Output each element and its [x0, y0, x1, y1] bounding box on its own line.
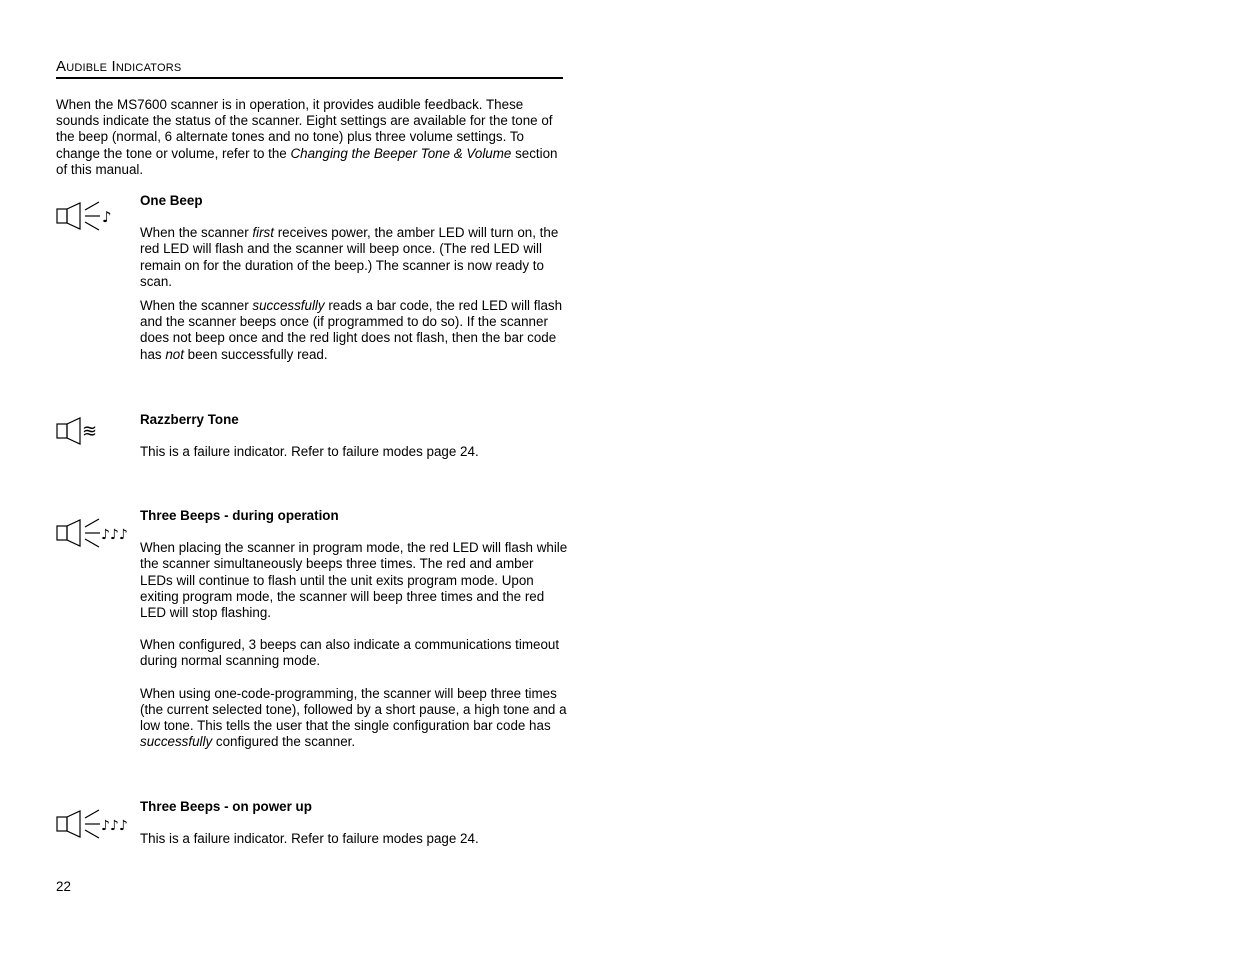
section-razzberry-tone: [140, 412, 565, 460]
speaker-three-notes-icon: [56, 809, 136, 835]
section-three-beeps-power-up: [140, 799, 565, 847]
section-one-beep: [140, 193, 565, 363]
section-paragraph: When using one-code-programming, the scanner will beep three times (the current selected tone), followed by a short pause, a high tone and a low tone. This tells the user that the single configuration bar code has successfully configured the scanner.: [140, 685, 567, 750]
section-heading: Audible Indicators: [56, 58, 563, 79]
section-three-beeps-operation: [140, 508, 568, 750]
section-paragraph: When placing the scanner in program mode, the red LED will flash while the scanner simultaneously beeps three times. The red and amber LEDs will continue to flash until the unit exits program mode. Upon exiting program mode, the scanner will beep three times and the red LED will stop flashing.: [140, 540, 568, 621]
svg-text:♪: ♪: [102, 208, 112, 226]
svg-text:♪♪♪: ♪♪♪: [101, 818, 128, 834]
section-paragraph: When the scanner successfully reads a bar code, the red LED will flash and the scanner beeps once (if programmed to do so). If the scanner does not beep once and the red light does not flash, then the bar code has not been successfully read.: [140, 298, 563, 362]
section-paragraph: When the scanner first receives power, the amber LED will turn on, the red LED will flash and the scanner will beep once. (The red LED will remain on for the duration of the beep.) The scanner is now ready to scan.: [140, 225, 559, 289]
section-title: Razzberry Tone: [140, 412, 239, 427]
intro-text: When the MS7600 scanner is in operation, it provides audible feedback. These sounds indicate the status of the scanner. Eight settings are available for the tone of the beep (normal, 6 alternate tones and no tone) plus three volume settings. To change the tone or volume, refer to the: [56, 97, 553, 161]
section-title: Three Beeps - during operation: [140, 508, 339, 523]
section-title: Three Beeps - on power up: [140, 799, 312, 814]
page-number: 22: [56, 879, 71, 894]
intro-reference: Changing the Beeper Tone & Volume: [290, 145, 512, 161]
speaker-razz-icon: [56, 418, 136, 444]
svg-text:≋: ≋: [82, 421, 98, 442]
intro-paragraph: [56, 97, 566, 178]
svg-text:♪♪♪: ♪♪♪: [101, 527, 128, 543]
section-title: One Beep: [140, 193, 203, 208]
section-paragraph: This is a failure indicator. Refer to failure modes page 24.: [140, 444, 479, 460]
section-paragraph: When configured, 3 beeps can also indicate a communications timeout during normal scanning mode.: [140, 637, 560, 669]
speaker-three-notes-icon: [56, 518, 136, 544]
intro-text-end: section of this manual.: [56, 145, 558, 177]
speaker-single-note-icon: [56, 201, 136, 227]
section-paragraph: This is a failure indicator. Refer to failure modes page 24.: [140, 831, 479, 847]
